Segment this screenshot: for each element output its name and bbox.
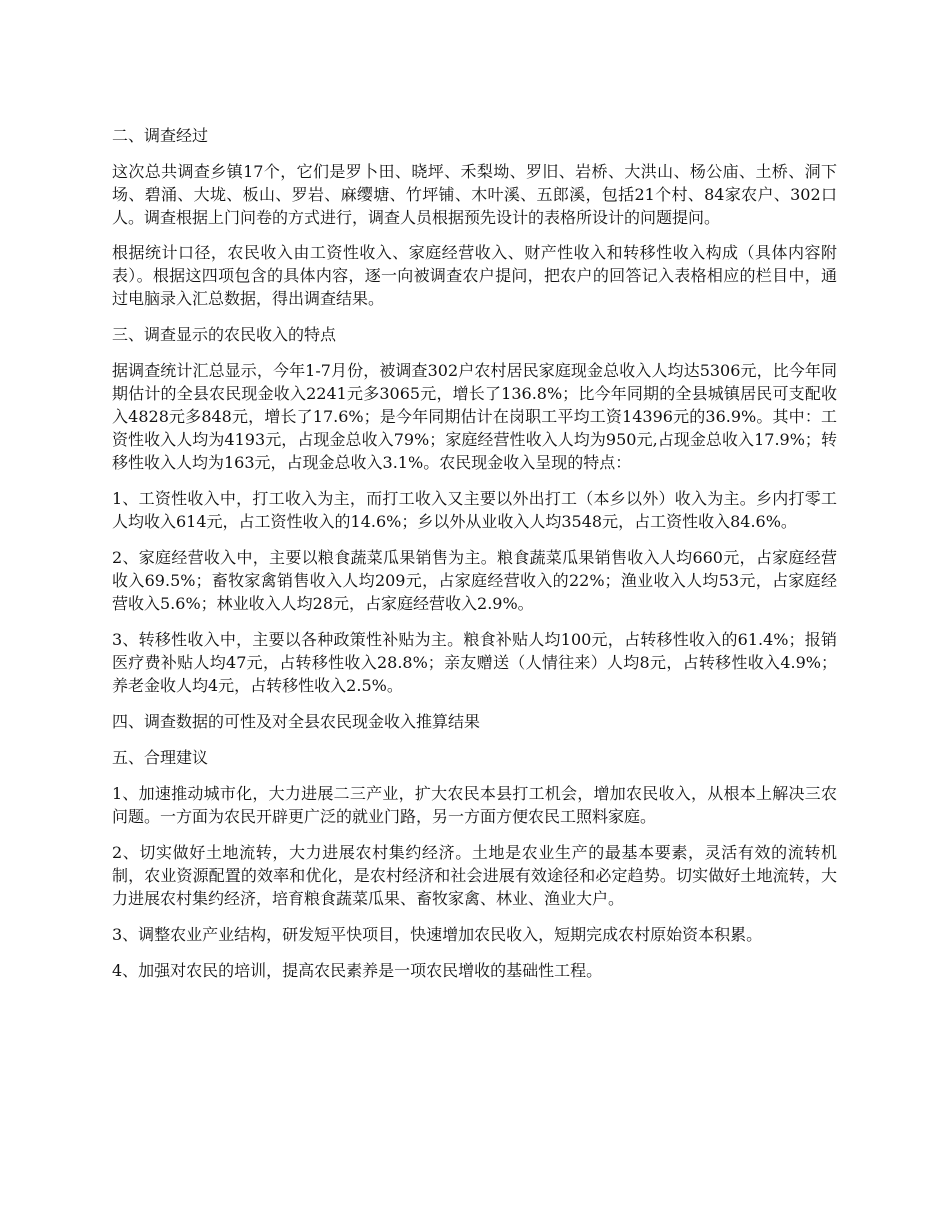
paragraph-statistics-method: 根据统计口径，农民收入由工资性收入、家庭经营收入、财产性收入和转移性收入构成（具体内容附表）。根据这四项包含的具体内容，逐一向被调查农户提问，把农户的回答记入表格相应的栏目中，通过电脑录入汇总数据，得出调查结果。 (112, 243, 837, 308)
paragraph-income-summary: 据调查统计汇总显示，今年1-7月份，被调查302户农村居民家庭现金总收入人均达5306元，比今年同期估计的全县农民现金收入2241元多3065元，增长了136.8%；比今年同期的全县城镇居民可支配收入4828元多848元，增长了17.6%；是今年同期估计在岗职工平均工资14396元的36.9%。其中：工资性收入人均为4193元，占现金总收入79%；家庭经营性收入人均为950元,占现金总收入17.9%；转移性收入人均为163元，占现金总收入3.1%。农民现金收入呈现的特点： (112, 361, 837, 472)
paragraph-wage-income: 1、工资性收入中，打工收入为主，而打工收入又主要以外出打工（本乡以外）收入为主。乡内打零工人均收入614元，占工资性收入的14.6%；乡以外从业收入人均3548元，占工资性收入84.6%。 (112, 489, 837, 531)
section-heading-data-reliability: 四、调查数据的可性及对全县农民现金收入推算结果 (112, 712, 481, 731)
paragraph-transfer-income: 3、转移性收入中，主要以各种政策性补贴为主。粮食补贴人均100元，占转移性收入的61.4%；报销医疗费补贴人均47元，占转移性收入28.8%；亲友赠送（人情往来）人均8元，占转移性收入4.9%；养老金收人均4元，占转移性收入2.5%。 (112, 630, 837, 695)
paragraph-household-income: 2、家庭经营收入中，主要以粮食蔬菜瓜果销售为主。粮食蔬菜瓜果销售收入人均660元，占家庭经营收入69.5%；畜牧家禽销售收入人均209元，占家庭经营收入的22%；渔业收入人均53元，占家庭经营收入5.6%；林业收入人均28元，占家庭经营收入2.9%。 (112, 548, 837, 613)
paragraph-suggestion-urbanization: 1、加速推动城市化，大力进展二三产业，扩大农民本县打工机会，增加农民收入，从根本上解决三农问题。一方面为农民开辟更广泛的就业门路，另一方面方便农民工照料家庭。 (112, 784, 837, 826)
section-heading-income-features: 三、调查显示的农民收入的特点 (112, 325, 337, 344)
paragraph-survey-scope: 这次总共调查乡镇17个，它们是罗卜田、晓坪、禾梨坳、罗旧、岩桥、大洪山、杨公庙、土桥、洞下场、碧涌、大垅、板山、罗岩、麻缨塘、竹坪铺、木叶溪、五郎溪，包括21个村、84家农户、302口人。调查根据上门问卷的方式进行，调查人员根据预先设计的表格所设计的问题提问。 (112, 162, 837, 227)
paragraph-suggestion-land-transfer: 2、切实做好土地流转，大力进展农村集约经济。土地是农业生产的最基本要素，灵活有效的流转机制，农业资源配置的效率和优化，是农村经济和社会进展有效途径和必定趋势。切实做好土地流转，大力进展农村集约经济，培育粮食蔬菜瓜果、畜牧家禽、林业、渔业大户。 (112, 843, 837, 908)
paragraph-suggestion-training: 4、加强对农民的培训，提高农民素养是一项农民增收的基础性工程。 (112, 961, 603, 980)
document-page (112, 124, 837, 982)
section-heading-survey-process: 二、调查经过 (112, 126, 209, 145)
paragraph-suggestion-industry-structure: 3、调整农业产业结构，研发短平快项目，快速增加农民收入，短期完成农村原始资本积累。 (112, 925, 763, 944)
section-heading-suggestions: 五、合理建议 (112, 748, 209, 767)
